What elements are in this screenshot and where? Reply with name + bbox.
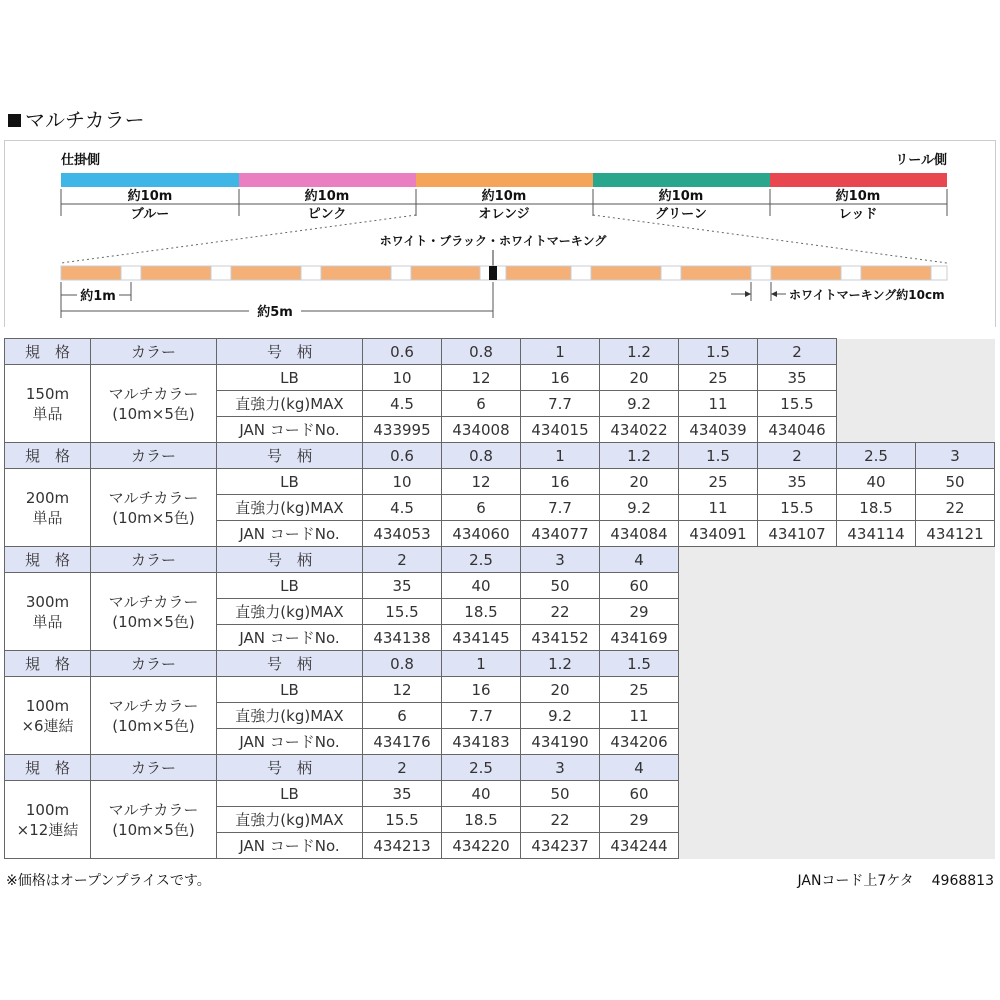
white-marking [571,266,591,280]
empty-cell [837,651,916,677]
lb-label: LB [217,781,363,807]
white-marking [211,266,231,280]
arrow-right-icon [745,291,751,297]
table-header-row [5,547,995,573]
strength-value: 22 [916,495,995,521]
jan-value: 434237 [521,833,600,859]
jan-value: 434176 [363,729,442,755]
size-header: 号 柄 [217,547,363,573]
table-header-row [5,443,995,469]
size-value: 0.6 [363,443,442,469]
jan-value: 434053 [363,521,442,547]
spec-cell-line: 100m [25,800,70,819]
empty-cell [758,703,837,729]
spec-cell [5,781,91,859]
empty-cell [916,703,995,729]
color-cell [91,469,217,547]
empty-cell [837,599,916,625]
strength-value: 15.5 [363,599,442,625]
table-header-row [5,651,995,677]
jan-value: 434107 [758,521,837,547]
color-header: カラー [91,547,217,573]
empty-cell [916,417,995,443]
empty-cell [758,625,837,651]
lb-value: 35 [363,781,442,807]
price-footnote: ※価格はオープンプライスです。 [6,873,211,889]
lb-value: 12 [442,365,521,391]
size-value: 0.8 [442,339,521,365]
lb-value: 35 [758,469,837,495]
segment-name-red: レッド [838,207,878,222]
empty-cell [758,651,837,677]
table-row [5,573,995,599]
jan-value: 434169 [600,625,679,651]
jan-value: 434121 [916,521,995,547]
size-value: 1.2 [521,651,600,677]
strength-value: 22 [521,599,600,625]
color-cell-line: (10m×5色) [112,404,195,423]
lb-value: 12 [363,677,442,703]
color-cell [91,781,217,859]
strength-value: 7.7 [521,391,600,417]
color-cell-line: (10m×5色) [112,508,195,527]
jan-prefix-note [780,870,995,890]
size-value: 1.5 [679,443,758,469]
empty-cell [837,625,916,651]
table-row [5,365,995,391]
empty-cell [679,547,758,573]
empty-cell [679,833,758,859]
lb-value: 20 [600,469,679,495]
empty-cell [837,755,916,781]
size-value: 1.5 [600,651,679,677]
lb-value: 40 [837,469,916,495]
jan-value: 434183 [442,729,521,755]
strength-value: 29 [600,599,679,625]
empty-cell [837,729,916,755]
lb-value: 50 [916,469,995,495]
color-cell [91,677,217,755]
size-value: 2.5 [837,443,916,469]
size-value: 2.5 [442,547,521,573]
jan-label: JAN コードNo. [217,417,363,443]
lb-label: LB [217,573,363,599]
color-cell-line: マルチカラー [108,592,199,611]
empty-cell [679,651,758,677]
jan-value: 434138 [363,625,442,651]
size-value: 3 [521,547,600,573]
lb-label: LB [217,365,363,391]
size-header: 号 柄 [217,443,363,469]
empty-cell [916,547,995,573]
line-diagram-svg [1,1,1000,331]
strength-value: 29 [600,807,679,833]
lb-value: 35 [758,365,837,391]
strength-value: 15.5 [758,391,837,417]
strength-value: 15.5 [363,807,442,833]
lb-value: 16 [521,469,600,495]
jan-value: 434220 [442,833,521,859]
size-value: 0.6 [363,339,442,365]
spec-cell [5,677,91,755]
lb-value: 35 [363,573,442,599]
empty-cell [679,807,758,833]
segment-length-orange: 約10m [481,189,527,204]
table-row [5,469,995,495]
white-marking [841,266,861,280]
segment-name-green: グリーン [655,207,707,222]
spec-cell-line: 単品 [32,404,63,423]
empty-cell [837,547,916,573]
strength-value: 11 [679,495,758,521]
strength-value: 18.5 [442,807,521,833]
jan-label: JAN コードNo. [217,625,363,651]
spec-header: 規 格 [5,547,91,573]
jan-value: 434152 [521,625,600,651]
segment-length-green: 約10m [658,189,704,204]
jan-value: 434022 [600,417,679,443]
empty-cell [916,729,995,755]
lb-value: 12 [442,469,521,495]
empty-cell [758,755,837,781]
white-marking [751,266,771,280]
size-value: 1 [521,339,600,365]
empty-cell [679,599,758,625]
spec-header: 規 格 [5,651,91,677]
spec-header: 規 格 [5,339,91,365]
line-color-diagram [4,140,996,327]
jan-value: 434206 [600,729,679,755]
size-value: 4 [600,547,679,573]
size-value: 4 [600,755,679,781]
segment-length-pink: 約10m [304,189,350,204]
lb-value: 25 [679,365,758,391]
white-marking [931,266,947,280]
jan-prefix-value: 4968813 [931,873,994,889]
right-end-label: リール側 [895,153,947,168]
lb-value: 50 [521,781,600,807]
empty-cell [679,703,758,729]
white-marking [391,266,411,280]
jan-value: 433995 [363,417,442,443]
jan-value: 434008 [442,417,521,443]
empty-cell [837,781,916,807]
strength-value: 9.2 [600,391,679,417]
empty-cell [758,833,837,859]
strength-label: 直強力(kg)MAX [217,391,363,417]
table-row [5,781,995,807]
lb-value: 50 [521,573,600,599]
marked-line-dimensions [61,282,786,318]
empty-cell [758,599,837,625]
jan-label: JAN コードNo. [217,521,363,547]
jan-label: JAN コードNo. [217,729,363,755]
empty-cell [916,807,995,833]
spec-cell-line: 150m [25,384,70,403]
strength-value: 9.2 [521,703,600,729]
strength-value: 4.5 [363,495,442,521]
arrow-left-icon [771,291,777,297]
color-cell-line: マルチカラー [108,488,199,507]
empty-cell [916,365,995,391]
jan-value: 434145 [442,625,521,651]
empty-cell [837,573,916,599]
strength-value: 6 [363,703,442,729]
strength-label: 直強力(kg)MAX [217,703,363,729]
color-cell-line: マルチカラー [108,384,199,403]
empty-cell [837,365,916,391]
color-header: カラー [91,755,217,781]
strength-value: 15.5 [758,495,837,521]
spec-cell-line: ×6連結 [21,716,74,735]
color-cell-line: (10m×5色) [112,820,195,839]
size-value: 3 [521,755,600,781]
spec-cell-line: 単品 [32,508,63,527]
spec-cell [5,469,91,547]
color-header: カラー [91,339,217,365]
black-marking [489,266,497,280]
jan-value: 434046 [758,417,837,443]
empty-cell [758,547,837,573]
color-cell-line: マルチカラー [108,696,199,715]
empty-cell [916,599,995,625]
size-value: 0.8 [363,651,442,677]
strength-value: 6 [442,391,521,417]
spec-table [4,338,995,859]
jan-prefix-label: JANコード上7ケタ [797,873,914,889]
segment-length-red: 約10m [835,189,881,204]
strength-value: 9.2 [600,495,679,521]
lb-value: 60 [600,573,679,599]
lb-value: 16 [442,677,521,703]
empty-cell [758,573,837,599]
size-value: 1.2 [600,443,679,469]
table-header-row [5,755,995,781]
size-value: 2 [758,443,837,469]
section-heading-text: マルチカラー [25,108,145,132]
empty-cell [916,755,995,781]
white-marking [661,266,681,280]
lb-value: 20 [521,677,600,703]
empty-cell [679,677,758,703]
white-marking [121,266,141,280]
strength-value: 7.7 [442,703,521,729]
segment-bar-blue [61,173,239,187]
empty-cell [679,755,758,781]
spec-cell-line: 200m [25,488,70,507]
jan-value: 434084 [600,521,679,547]
size-value: 2.5 [442,755,521,781]
lb-label: LB [217,677,363,703]
strength-value: 22 [521,807,600,833]
white-marking [301,266,321,280]
size-value: 1 [521,443,600,469]
empty-cell [916,781,995,807]
empty-cell [916,573,995,599]
segment-name-pink: ピンク [307,207,347,222]
segment-bar-orange [416,173,593,187]
spec-cell-line: 100m [25,696,70,715]
empty-cell [916,391,995,417]
jan-value: 434060 [442,521,521,547]
table-header-row [5,339,995,365]
strength-value: 18.5 [442,599,521,625]
jan-label: JAN コードNo. [217,833,363,859]
segment-bar-red [770,173,947,187]
jan-value: 434077 [521,521,600,547]
strength-value: 7.7 [521,495,600,521]
label-1m: 約1m [80,289,116,304]
size-value: 2 [363,547,442,573]
strength-value: 18.5 [837,495,916,521]
lb-value: 60 [600,781,679,807]
empty-cell [837,703,916,729]
strength-value: 4.5 [363,391,442,417]
color-header: カラー [91,651,217,677]
spec-header: 規 格 [5,443,91,469]
lb-value: 10 [363,365,442,391]
table-row [5,677,995,703]
size-value: 1.5 [679,339,758,365]
strength-label: 直強力(kg)MAX [217,495,363,521]
empty-cell [916,625,995,651]
color-cell-line: (10m×5色) [112,612,195,631]
empty-cell [758,807,837,833]
lb-value: 40 [442,781,521,807]
empty-cell [916,677,995,703]
empty-cell [916,651,995,677]
strength-value: 11 [679,391,758,417]
segment-bar-pink [239,173,416,187]
empty-cell [837,677,916,703]
color-cell [91,365,217,443]
jan-value: 434015 [521,417,600,443]
spec-cell-line: ×12連結 [16,820,79,839]
jan-value: 434213 [363,833,442,859]
color-cell-line: マルチカラー [108,800,199,819]
lb-value: 10 [363,469,442,495]
empty-cell [758,677,837,703]
lb-value: 25 [600,677,679,703]
empty-cell [837,833,916,859]
size-value: 1 [442,651,521,677]
size-header: 号 柄 [217,339,363,365]
strength-value: 11 [600,703,679,729]
empty-cell [758,729,837,755]
size-value: 2 [758,339,837,365]
size-value: 3 [916,443,995,469]
empty-cell [916,339,995,365]
spec-cell-line: 単品 [32,612,63,631]
size-header: 号 柄 [217,651,363,677]
jan-value: 434091 [679,521,758,547]
spec-cell [5,573,91,651]
jan-value: 434190 [521,729,600,755]
lb-value: 40 [442,573,521,599]
segment-name-orange: オレンジ [478,207,530,222]
segment-length-blue: 約10m [127,189,173,204]
empty-cell [758,781,837,807]
empty-cell [837,417,916,443]
size-value: 2 [363,755,442,781]
marking-title: ホワイト・ブラック・ホワイトマーキング [379,234,607,248]
empty-cell [679,625,758,651]
jan-value: 434114 [837,521,916,547]
empty-cell [837,339,916,365]
empty-cell [837,391,916,417]
spec-cell [5,365,91,443]
segment-name-blue: ブルー [130,207,170,222]
strength-label: 直強力(kg)MAX [217,599,363,625]
size-value: 0.8 [442,443,521,469]
color-cell [91,573,217,651]
size-header: 号 柄 [217,755,363,781]
jan-value: 434244 [600,833,679,859]
empty-cell [679,573,758,599]
color-header: カラー [91,443,217,469]
lb-value: 25 [679,469,758,495]
lb-value: 16 [521,365,600,391]
lb-label: LB [217,469,363,495]
left-end-label: 仕掛側 [61,153,101,168]
label-5m: 約5m [257,305,293,320]
segment-bar-green [593,173,770,187]
spec-cell-line: 300m [25,592,70,611]
color-cell-line: (10m×5色) [112,716,195,735]
empty-cell [837,807,916,833]
spec-header: 規 格 [5,755,91,781]
lb-value: 20 [600,365,679,391]
size-value: 1.2 [600,339,679,365]
strength-label: 直強力(kg)MAX [217,807,363,833]
empty-cell [679,729,758,755]
empty-cell [679,781,758,807]
strength-value: 6 [442,495,521,521]
empty-cell [916,833,995,859]
label-white-marking: ホワイトマーキング約10cm [789,288,945,302]
jan-value: 434039 [679,417,758,443]
